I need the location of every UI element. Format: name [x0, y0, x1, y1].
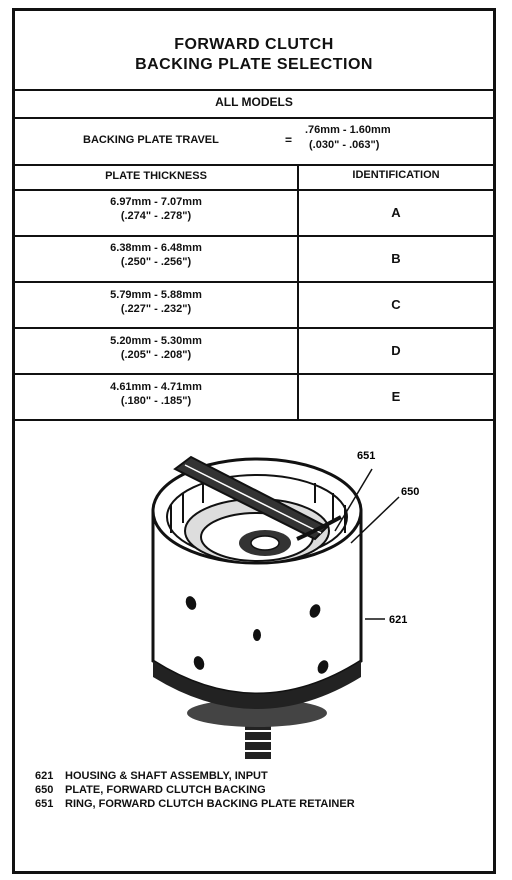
title-line-2: BACKING PLATE SELECTION: [135, 56, 373, 73]
header-identification: IDENTIFICATION: [352, 169, 440, 181]
legend-num: 650: [35, 784, 54, 796]
legend-item: [35, 783, 266, 797]
table-row: [15, 334, 297, 362]
table-row: [15, 241, 297, 269]
divider: [15, 281, 493, 283]
legend-text: RING, FORWARD CLUTCH BACKING PLATE RETAINER: [65, 798, 355, 810]
row-b-id: B: [391, 251, 401, 266]
divider: [15, 164, 493, 166]
table-row: [15, 288, 297, 316]
row-e-mm: 4.61mm - 4.71mm: [110, 381, 202, 393]
row-c-inch: (.227" - .232"): [120, 303, 192, 315]
legend-num: 621: [35, 770, 54, 782]
row-b-inch: (.250" - .256"): [120, 256, 192, 268]
callout-621: 621: [389, 614, 408, 626]
divider: [15, 419, 493, 421]
row-a-inch: (.274" - .278"): [120, 210, 192, 222]
table-row: [15, 195, 297, 223]
row-a-mm: 6.97mm - 7.07mm: [110, 196, 202, 208]
legend-num: 651: [35, 798, 54, 810]
row-e-inch: (.180" - .185"): [120, 395, 192, 407]
row-b-mm: 6.38mm - 6.48mm: [110, 242, 202, 254]
travel-mm: .76mm - 1.60mm: [305, 124, 391, 136]
legend-item: [35, 797, 355, 811]
divider: [15, 189, 493, 191]
clutch-housing-illustration: [15, 431, 493, 771]
travel-label: BACKING PLATE TRAVEL: [83, 134, 219, 146]
divider: [15, 235, 493, 237]
travel-eq: =: [285, 133, 293, 147]
callout-650: 650: [401, 486, 420, 498]
row-d-id: D: [391, 343, 401, 358]
row-a-id: A: [391, 205, 401, 220]
divider: [15, 327, 493, 329]
models-label: ALL MODELS: [215, 95, 293, 109]
table-row: [15, 380, 297, 408]
legend-text: PLATE, FORWARD CLUTCH BACKING: [65, 784, 266, 796]
row-c-id: C: [391, 297, 401, 312]
chart-frame: [12, 8, 496, 874]
row-d-mm: 5.20mm - 5.30mm: [110, 335, 202, 347]
divider: [15, 89, 493, 91]
row-e-id: E: [391, 389, 401, 404]
row-c-mm: 5.79mm - 5.88mm: [110, 289, 202, 301]
callout-651: 651: [357, 450, 376, 462]
legend-item: [35, 769, 268, 783]
row-d-inch: (.205" - .208"): [120, 349, 192, 361]
divider: [15, 117, 493, 119]
column-divider: [297, 164, 299, 421]
divider: [15, 373, 493, 375]
header-plate-thickness: PLATE THICKNESS: [105, 170, 207, 182]
page-title: [15, 35, 493, 75]
title-line-1: FORWARD CLUTCH: [174, 36, 334, 53]
legend-text: HOUSING & SHAFT ASSEMBLY, INPUT: [65, 770, 268, 782]
travel-inch: (.030" - .063"): [309, 139, 380, 151]
